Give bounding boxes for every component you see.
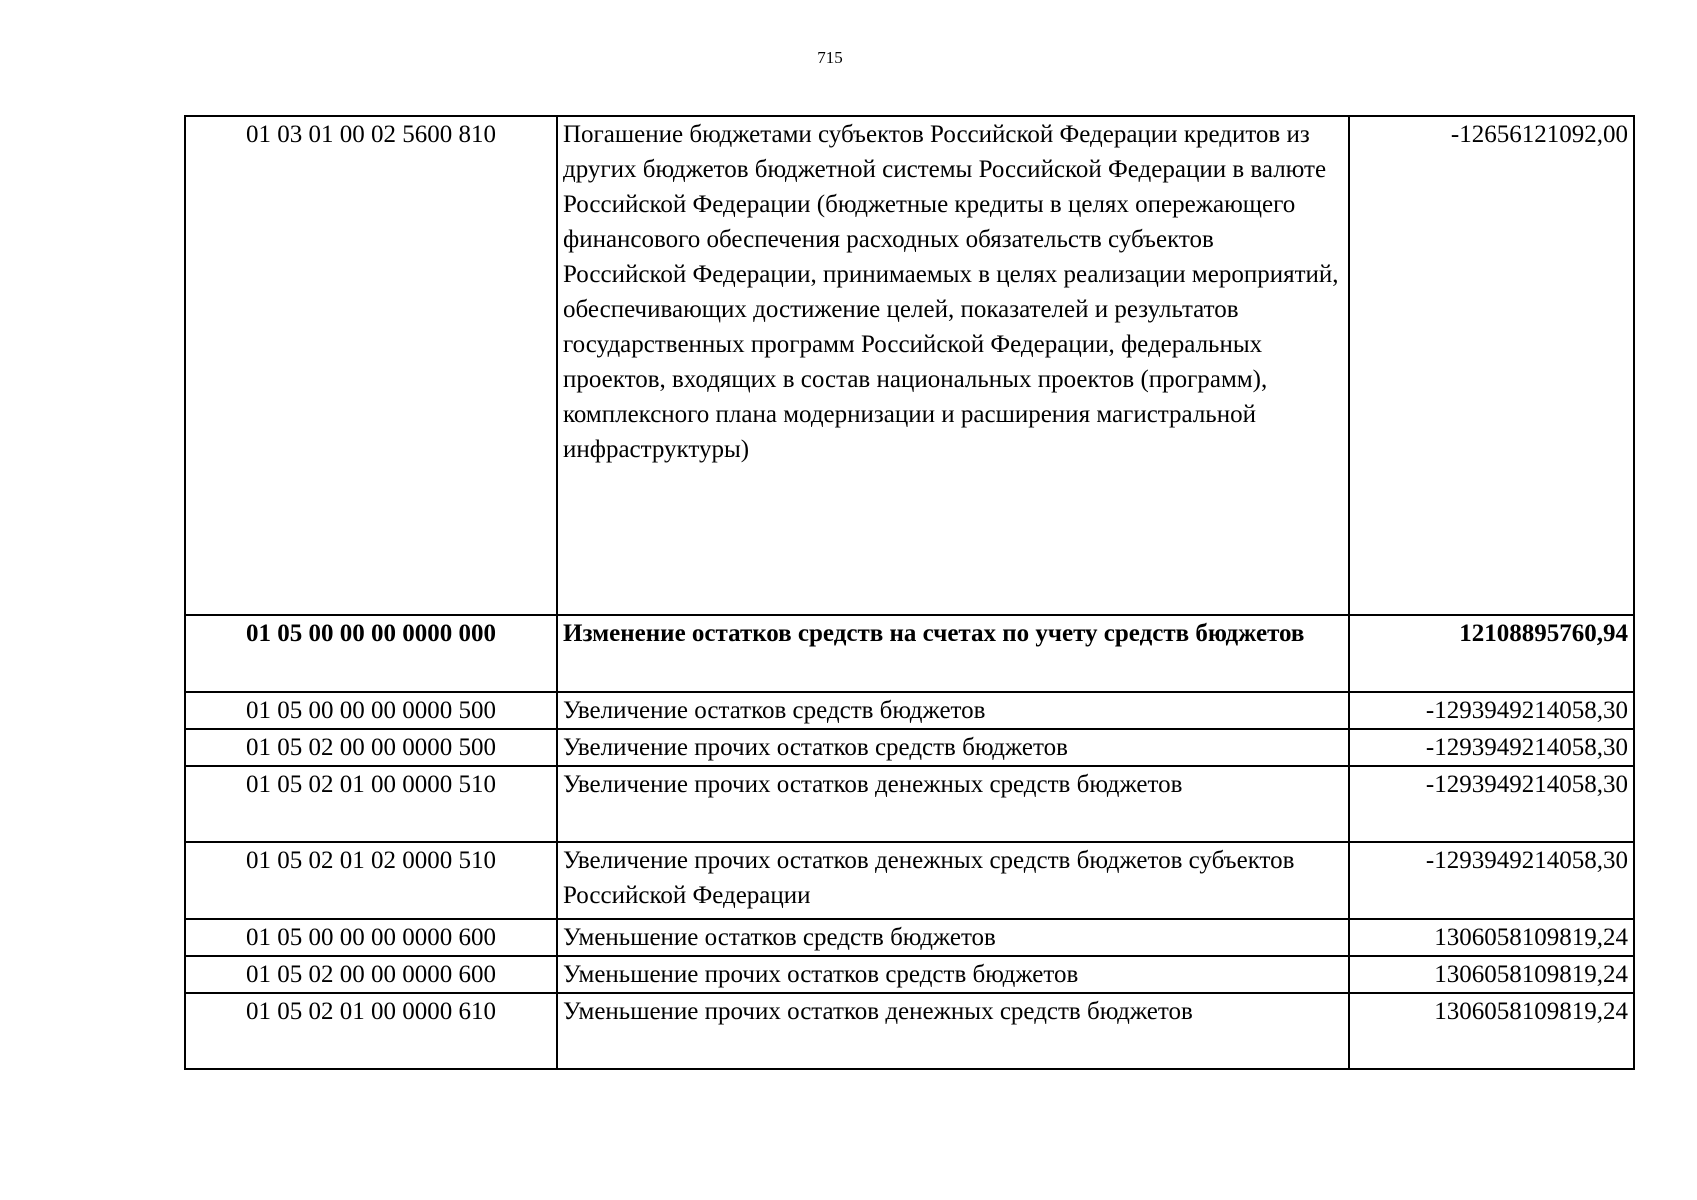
row-amount: 12108895760,94 (1349, 615, 1634, 692)
row-description: Уменьшение прочих остатков денежных средств бюджетов (557, 993, 1349, 1069)
budget-code: 01 05 02 01 00 0000 510 (185, 766, 557, 842)
row-description: Увеличение прочих остатков денежных средств бюджетов субъектов Российской Федерации (557, 842, 1349, 919)
row-description: Уменьшение остатков средств бюджетов (557, 919, 1349, 956)
budget-code: 01 03 01 00 02 5600 810 (185, 116, 557, 615)
table-row (185, 919, 1634, 956)
budget-code: 01 05 02 00 00 0000 500 (185, 729, 557, 766)
table-row (185, 993, 1634, 1069)
table-row (185, 729, 1634, 766)
page-number: 715 (817, 48, 843, 67)
budget-code: 01 05 02 01 00 0000 610 (185, 993, 557, 1069)
budget-code: 01 05 02 01 02 0000 510 (185, 842, 557, 919)
row-amount: 1306058109819,24 (1349, 919, 1634, 956)
row-amount: -12656121092,00 (1349, 116, 1634, 615)
budget-code: 01 05 02 00 00 0000 600 (185, 956, 557, 993)
row-amount: -1293949214058,30 (1349, 692, 1634, 729)
row-amount: -1293949214058,30 (1349, 729, 1634, 766)
table-row-total (185, 615, 1634, 692)
row-description: Уменьшение прочих остатков средств бюджетов (557, 956, 1349, 993)
budget-sources-table (184, 115, 1635, 1070)
budget-code: 01 05 00 00 00 0000 500 (185, 692, 557, 729)
row-description: Погашение бюджетами субъектов Российской Федерации кредитов из других бюджетов бюджетной системы Российской Федерации в валюте Российской Федерации (бюджетные кредиты в целях опережающего финансового обеспечения расходных обязательств субъектов Российской Федерации, принимаемых в целях реализации мероприятий, обеспечивающих достижение целей, показателей и результатов государственных программ Российской Федерации, федеральных проектов, входящих в состав национальных проектов (программ), комплексного плана модернизации и расширения магистральной инфраструктуры) (557, 116, 1349, 615)
table-row (185, 692, 1634, 729)
row-description: Увеличение прочих остатков денежных средств бюджетов (557, 766, 1349, 842)
budget-code: 01 05 00 00 00 0000 000 (185, 615, 557, 692)
row-description: Увеличение остатков средств бюджетов (557, 692, 1349, 729)
row-amount: 1306058109819,24 (1349, 993, 1634, 1069)
row-amount: -1293949214058,30 (1349, 766, 1634, 842)
budget-code: 01 05 00 00 00 0000 600 (185, 919, 557, 956)
table-row (185, 956, 1634, 993)
row-amount: -1293949214058,30 (1349, 842, 1634, 919)
row-description: Изменение остатков средств на счетах по учету средств бюджетов (557, 615, 1349, 692)
table-row (185, 766, 1634, 842)
table-row (185, 842, 1634, 919)
row-description: Увеличение прочих остатков средств бюджетов (557, 729, 1349, 766)
table-row (185, 116, 1634, 615)
row-amount: 1306058109819,24 (1349, 956, 1634, 993)
